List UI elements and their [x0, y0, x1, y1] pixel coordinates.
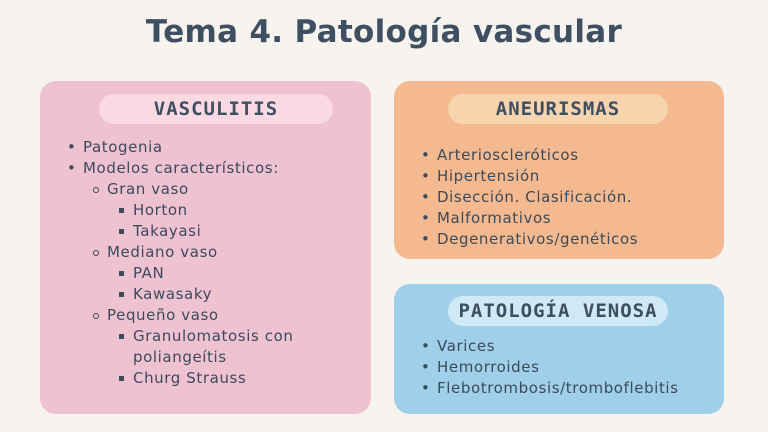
aneurismas-list [394, 145, 724, 250]
list-item: • Hemorroides [394, 357, 724, 378]
list-item: • Malformativos [394, 208, 724, 229]
list-item: Granulomatosis con poliangeítis [40, 326, 371, 368]
venosa-card [394, 284, 724, 414]
list-item: • Modelos característicos: [40, 158, 371, 179]
list-item: Horton [40, 200, 371, 221]
list-item: • Flebotrombosis/tromboflebitis [394, 378, 724, 399]
aneurismas-card [394, 81, 724, 259]
list-item: • Arterioscleróticos [394, 145, 724, 166]
list-item: Pequeño vaso [40, 305, 371, 326]
venosa-list [394, 336, 724, 399]
list-item: • Varices [394, 336, 724, 357]
vasculitis-heading: VASCULITIS [99, 94, 333, 124]
list-item: Gran vaso [40, 179, 371, 200]
venosa-heading: PATOLOGÍA VENOSA [448, 296, 668, 326]
list-item: Takayasi [40, 221, 371, 242]
list-item: • Hipertensión [394, 166, 724, 187]
list-item: Kawasaky [40, 284, 371, 305]
list-item: • Patogenia [40, 137, 371, 158]
aneurismas-heading: ANEURISMAS [448, 94, 668, 124]
list-item: Churg Strauss [40, 368, 371, 389]
vasculitis-card [40, 81, 371, 414]
page-title: Tema 4. Patología vascular [145, 14, 623, 50]
list-item: • Degenerativos/genéticos [394, 229, 724, 250]
list-item: PAN [40, 263, 371, 284]
vasculitis-list [40, 137, 371, 389]
list-item: • Disección. Clasificación. [394, 187, 724, 208]
list-item: Mediano vaso [40, 242, 371, 263]
